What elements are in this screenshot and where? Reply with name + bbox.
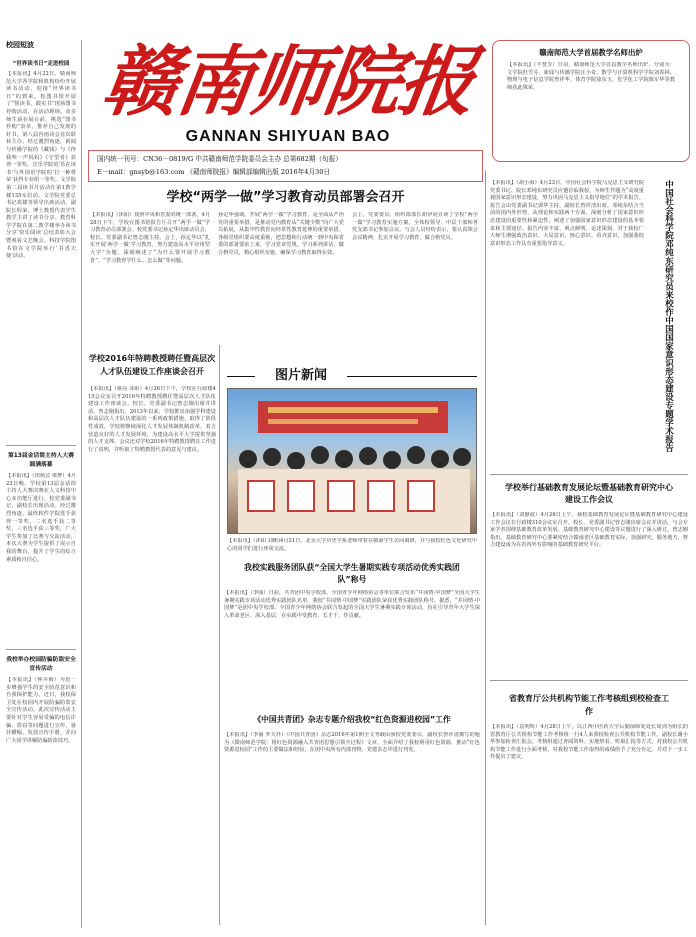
section-divider [490, 680, 688, 681]
lead-column-3: 会上，党委委员、组织部部长胡伊同宣读了学校“两学一做”学习教育实施方案。全体校领导、中层干部和各党支部书记参加会议。与会人员纷纷表示，要认真领会会议精神，扎实开展学习教育，做合格党员。 [352, 212, 478, 241]
right-report-body: 【本报讯】（胡小海）4月23日，中国社会科学院马克思主义研究院党委书记、院长邓纯东研究员应邀莅临我校，为师生作题为“高度重视国家意识形态建设，努力巩固马克思主义指导地位”的学术报告。报告会由党委副书记郭华主持，副校长曾祥清出席。邓纯东结合当前的国内外形势，从理论和实践两个方面，深刻分析了国家意识形态建设的重要性和紧迫性，阐述了加强国家意识形态建设的基本要求和主要途径。报告内容丰富、观点鲜明、论述深刻，对于我校广大师生增强政治意识、大局意识、核心意识、看齐意识，加强我校意识形态工作具有重要指导意义。 [490, 180, 644, 247]
left-article3-title: 我校举办校园防骗防盗安全宣传活动 [6, 657, 76, 672]
honor-article [224, 562, 480, 682]
recruit-article [88, 348, 216, 922]
lead-headline: 学校“两学一做”学习教育动员部署会召开 [166, 190, 405, 205]
photo-news-caption: 【本报讯】（沐阳 刘彬)4月21日，北京大学历史学系老师带着在赣南学生访问调研，并与我校红色文化研究中心的同学们进行座谈交流。 [227, 538, 477, 552]
section-divider [490, 474, 688, 475]
inspect-body: 【本报讯】（袁明辉）4月28日上午，以江西中医药大学后勤保障处处长周剑为组长的省教育厅公共机构节能工作考核组一行4人来我校检查公共机构节能工作。副校长谢小华参加检查汇报会。考核组通过查阅资料、实地察看、听取汇报等方式，对我校公共机构节能工作进行全面考核，对我校节能工作取得的成绩给予了充分肯定，并对下一步工作提出了建议。 [490, 724, 688, 761]
photo-news-label: 图片新闻 [274, 368, 327, 383]
forum-body: 【本报讯】（刘静波）4月28日上午，我校基础教育发展论坛暨基础教育研究中心建设工作会议在行政楼310会议室召开。校长、党委副书记曾志刚出席会议并讲话。与会专家学者围绕基础教育改革发展、基础教育研究中心建设等议题进行了深入研讨。曾志刚指出，基础教育研究中心要紧密结合赣南老区基础教育实际，加强研究，服务地方，努力建设成为在省内外有影响的基础教育研究平台。 [490, 512, 688, 549]
honor-body: 【本报讯】（李丽）日前，共青团中央学校部、全国青少年网络协会等单位联合发布“井冈情·中国梦”全国大学生暑期实践专项活动优秀实践团队名单，我校“井冈情·中国梦”实践团队荣获优秀实践团队称号。据悉，“井冈情·中国梦”是团中央学校部、全国青少年网络协会联合发起的全国大学生暑期实践专项活动，旨在引导青年大学生深入革命老区、深入基层，在实践中受教育、长才干、作贡献。 [224, 590, 480, 619]
photo-news-ornament [227, 376, 255, 377]
info-line-publisher: 国内统一刊号：CN36－0819/G 中共赣南师范学院委员会主办 总第682期（旬报） [97, 155, 342, 163]
forum-article [490, 482, 688, 672]
vertical-headline-text: 中国社会科学院邓纯东研究员来校作中国国家意识形态建设专题学术报告 [663, 180, 674, 452]
photo-news-image [227, 388, 477, 534]
right-vertical-headline [648, 180, 688, 470]
divider [6, 649, 76, 650]
column-rule [219, 345, 220, 925]
masthead-title: 赣南师院报 [96, 37, 480, 126]
top-right-body: 【本报讯】（丰慧芳）日前，赣南师范大学首届教学名师出炉，分别为：文学院杜雪芬、新闻与传播学院汪小奇、数学与计算机科学学院刘春林、物理与电子信息学院曾祥华、体育学院徐东玉、化学化工学院陈军华等教师获此殊荣。 [507, 62, 675, 91]
photo-news-ornament [347, 376, 477, 377]
left-article3-body: 【本报讯】（钟卉梅）为进一步增强学生的安全防范意识和自我保护能力，近日，我校保卫处在校园内开展防骗防盗安全宣传活动。此次宣传活动主要针对学生容易受骗的电信诈骗、盗窃等问题进行宣传，悬挂横幅、发放宣传手册，并向广大同学讲解防骗防盗技巧。 [6, 677, 76, 744]
info-bar [88, 150, 483, 182]
column-rule [81, 40, 82, 928]
recruit-body: 【本报讯】（蔡亮 沐阳）4月26日下午，学校在行政楼415会议室召开2016年特聘教授聘任暨高层次人才队伍建设工作座谈会。校长、党委副书记曾志刚出席并讲话。曾志刚指出，2013年以来，学校推出加强学科建设和高层次人才队伍建设的一系列政策措施，取得了阶段性成效。学校将继续深化人才发展体制机制改革，着力营造良好的人才发展环境，为建设高水平大学提供坚强的人才支撑。会议还对学校2016年特聘教授聘任工作进行了说明，并听取了特聘教授代表的意见与建议。 [88, 386, 216, 453]
recruit-headline: 学校2016年特聘教授聘任暨高层次人才队伍建设工作座谈会召开 [88, 354, 216, 376]
lead-column-1: 【本报讯】（沐阳）按照中央和省委的统一部署，4月28日下午，学校在图书馆报告厅召开“两学一做”学习教育动员部署会。校党委书记孙定华出席动员会，校长、党委副书记曾志刚主持。会上，孙定华以“扎实开展‘两学一做’学习教育，努力建设高水平应用型大学”为题，深刻阐述了“为什么要开展学习教育”、“学习教育学什么、怎么做”等问题。 [90, 212, 210, 264]
lead-column-2: 孙定华强调，开展“两学一做”学习教育，是全面从严治党的重要举措，是推动党内教育从“关键少数”向广大党员拓展，从集中性教育向经常性教育延伸的重要举措。各级党组织要高度重视，把思想和行动统一到中央和省委的部署要求上来，学习党章党规，学习系列讲话，做合格党员，精心组织实施，确保学习教育取得实效。 [218, 212, 344, 256]
info-line-email: E－mail：gnsyb@163.com 《赣南师院报》编辑部编辑出版 2016年4月30日 [97, 168, 331, 176]
left-section-title: 校园短波 [6, 41, 34, 49]
left-article2-title: 第13届金话筒主持人大赛圆满落幕 [7, 453, 75, 468]
inspect-headline: 省教育厅公共机构节能工作考核组到校检查工作 [509, 694, 669, 716]
inspect-article [490, 692, 688, 928]
forum-headline: 学校举行基础教育发展论坛暨基础教育研究中心建设工作会议 [505, 483, 673, 504]
magazine-article [224, 714, 480, 924]
left-article1-title: “世界读书日”走进校园 [12, 61, 70, 67]
honor-headline: 我校实践服务团队获“全国大学生暑期实践专项活动优秀实践团队”称号 [244, 563, 460, 584]
magazine-headline: 《中国共青团》杂志专题介绍我校“红色资源进校园”工作 [253, 715, 451, 724]
top-right-box [492, 40, 690, 162]
left-article1-body: 【本报讯】4月22日，赣南师范大学各学院和机构纷纷开展读书活动，迎接“世界读书日”的到来。校图书馆开展了“悦读书，践实书”现场图书荐购活动。在活动现场，众多师生前在展台前，挑选“图书荐购”表单，推荐自己发现的好书。第八届谷雨诗会首次联袂主办，经过激烈角逐，新闻与传播学院的《藏钱》与《得我叫一声妈妈》《守望者》获得一等奖。音乐学院的‘乐在读书’与外国语学院的‘打一种尊荣’获得专业组一等奖。文学院第二届读书月活动在第1教学楼135室启动。文学院党委总书记邓雄等领导出席活动。副院长程荣、博士教授代表学生教学主讲了读书分享。教育科学学院在第二教学楼举办读书分享‘快乐阅读’总结表彰大会暨观看文艺晚会。科技学院图书馆在文学院举行‘书香天使’活动。 [6, 71, 76, 260]
magazine-body: 【本报讯】（李丽 罗天祥）《中国共青团》杂志2016年第1期全文刊载由我校党委委员、副校长曾祥清撰写的题为《赣南师范学院：将红色资源融入共青团思想引领全过程》文章，全面介绍了我校利用红色资源，推动“红色资源进校园”工作的主要做法和经验，在团中央所有内部刊物、党建杂志中进行刊发。 [224, 732, 480, 754]
column-rule [485, 170, 486, 925]
photo-group-illustration [228, 389, 477, 534]
masthead [88, 36, 488, 152]
left-column [6, 40, 76, 930]
left-article2-body: 【本报讯】（田炳芸 梁梦）4月23日晚，学校第13届金话筒主持人大赛决赛在人文科技中心多功能厅进行。校党委副书记、副校长出席活动。经过激烈角逐，最终软件学院选手获得一等奖，二名选手获二等奖，三名选手获三等奖，广大学生参加了比赛与交流活动，本次大赛为学生提供了展示自我的舞台，提升了学生的综合素质和自信心。 [6, 473, 76, 563]
divider [6, 445, 76, 446]
top-right-title: 赣南师范大学首届教学名师出炉 [539, 48, 643, 57]
masthead-pinyin: GANNAN SHIYUAN BAO [185, 128, 391, 145]
